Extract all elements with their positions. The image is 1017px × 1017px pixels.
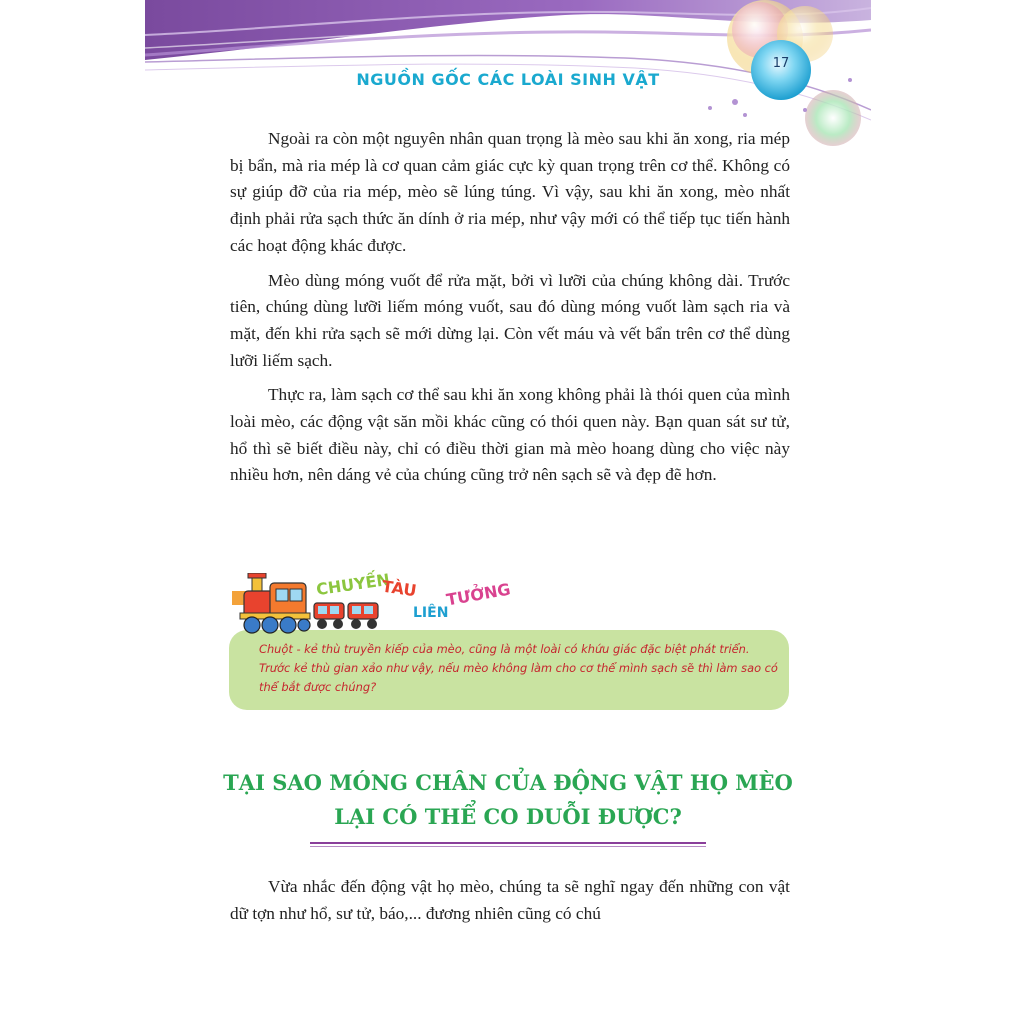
feature-line: Chuột - kẻ thù truyền kiếp của mèo, cũng là một loài có khứu giác đặc biệt phát triển. xyxy=(259,642,750,656)
paragraph: Thực ra, làm sạch cơ thể sau khi ăn xong không phải là thói quen của mình loài mèo, các động vật săn mồi khác cũng có thói quen này. Bạn quan sát sư tử, hổ thì sẽ biết điều này, chỉ có điều thời gian mà mèo hoang dùng cho việc này nhiều hơn, nên dáng vẻ của chúng cũng trở nên sạch sẽ và đẹp đẽ hơn. xyxy=(230,385,790,485)
section-title xyxy=(145,766,871,834)
paragraph: Vừa nhắc đến động vật họ mèo, chúng ta sẽ nghĩ ngay đến những con vật dữ tợn như hổ, sư tử, báo,... đương nhiên cũng có chú xyxy=(230,877,790,923)
feature-title-word: LIÊN xyxy=(413,605,449,621)
paragraph: Mèo dùng móng vuốt để rửa mặt, bởi vì lưỡi của chúng không dài. Trước tiên, chúng dùng lưỡi liếm móng vuốt, sau đó dùng móng vuốt làm sạch ria và mặt, đến khi rửa sạch sẽ mới dừng lại. Còn vết máu và vết bẩn trên cơ thể dùng lưỡi liếm sạch. xyxy=(230,270,790,370)
feature-header xyxy=(230,569,520,643)
section-body xyxy=(230,873,790,927)
section-title-line: TẠI SAO MÓNG CHÂN CỦA ĐỘNG VẬT HỌ MÈO xyxy=(223,770,793,795)
feature-title-word: CHUYẾN xyxy=(315,569,391,600)
section-title-line: LẠI CÓ THỂ CO DUỖI ĐƯỢC? xyxy=(334,804,682,829)
title-underline-thin xyxy=(310,846,706,847)
feature-line: thể bắt được chúng? xyxy=(259,680,377,694)
title-underline xyxy=(310,842,706,844)
book-page xyxy=(145,0,871,1017)
feature-box-text xyxy=(259,640,778,697)
paragraph: Ngoài ra còn một nguyên nhân quan trọng là mèo sau khi ăn xong, ria mép bị bẩn, mà ria mép là cơ quan cảm giác cực kỳ quan trọng trên cơ thể. Không có sự giúp đỡ của ria mép, mèo sẽ lúng túng. Vì vậy, sau khi ăn xong, mèo nhất định phải rửa sạch thức ăn dính ở ria mép, như vậy mới có thể tiếp tục tiến hành các hoạt động khác được. xyxy=(230,129,790,255)
page-number: 17 xyxy=(772,56,790,71)
feature-title-word: TƯỞNG xyxy=(444,579,512,610)
feature-line: Trước kẻ thù gian xảo như vậy, nếu mèo không làm cho cơ thể mình sạch sẽ thì làm sao có xyxy=(259,661,778,675)
feature-title-word: TÀU xyxy=(380,576,418,601)
body-text xyxy=(230,126,790,497)
chapter-title: NGUỒN GỐC CÁC LOÀI SINH VẬT xyxy=(356,70,660,89)
